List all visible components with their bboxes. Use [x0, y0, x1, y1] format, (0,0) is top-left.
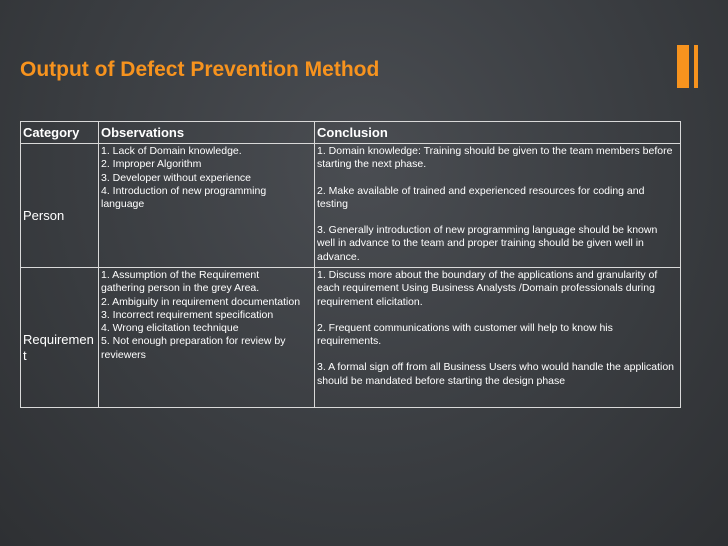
observations-requirement [99, 268, 315, 408]
conclusion-paragraph: 3. Generally introduction of new programming language should be known well in advance to the team and proper training should be given well in advance. [317, 224, 658, 263]
observations-person [99, 144, 315, 268]
observation-line: reviewers [101, 348, 146, 361]
conclusion-paragraph: 2. Frequent communications with customer will help to know his requirements. [317, 321, 613, 348]
conclusion-paragraph: 2. Make available of trained and experienced resources for coding and testing [317, 184, 645, 210]
observation-line: 4. Introduction of new programming [101, 184, 267, 197]
header-observations: Observations [99, 122, 315, 144]
observation-line: language [101, 198, 145, 211]
accent-bar-thin [694, 45, 698, 88]
conclusion-paragraph: 1. Discuss more about the boundary of the applications and granularity of each requirement Using Business Analysts /Domain professionals during requirement elicitation. [317, 269, 658, 308]
slide-title: Output of Defect Prevention Method [20, 58, 380, 81]
observation-line: 1. Lack of Domain knowledge. [101, 145, 242, 157]
observation-line: 2. Ambiguity in requirement documentation [101, 295, 301, 308]
header-category: Category [21, 122, 99, 144]
observation-line: 3. Incorrect requirement specification [101, 308, 274, 321]
observation-line: 1. Assumption of the Requirement [101, 269, 260, 281]
defect-prevention-table [20, 121, 681, 408]
category-person: Person [21, 144, 99, 268]
observation-line: 3. Developer without experience [101, 171, 252, 184]
header-conclusion: Conclusion [315, 122, 681, 144]
accent-bar-thick [677, 45, 689, 88]
conclusion-person [315, 144, 681, 268]
table-header-row [21, 122, 681, 144]
table-row-requirement [21, 268, 681, 408]
conclusion-paragraph: 3. A formal sign off from all Business Users who would handle the application should be mandated before starting the design phase [317, 361, 674, 387]
category-requirement: Requirement [21, 268, 99, 408]
observation-line: gathering person in the grey Area. [101, 282, 260, 295]
conclusion-paragraph: 1. Domain knowledge: Training should be given to the team members before starting the next phase. [317, 145, 673, 171]
observation-line: 2. Improper Algorithm [101, 158, 202, 171]
observation-line: 4. Wrong elicitation technique [101, 322, 239, 335]
observation-line: 5. Not enough preparation for review by [101, 335, 286, 348]
table-row-person [21, 144, 681, 268]
conclusion-requirement [315, 268, 681, 408]
